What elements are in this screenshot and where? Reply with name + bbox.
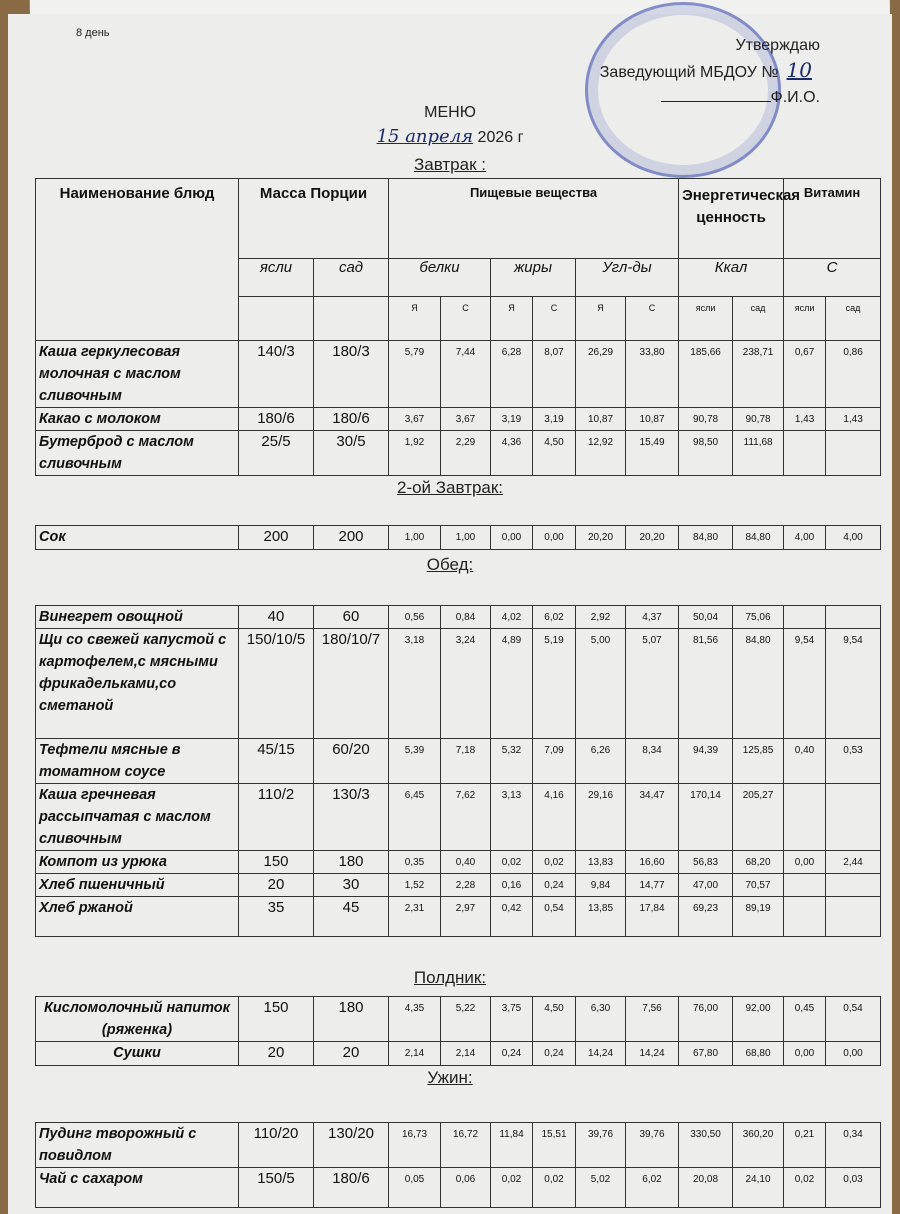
nutrient-value: 0,86 bbox=[826, 341, 881, 408]
subcol-s: С bbox=[626, 297, 679, 341]
nutrient-value: 10,87 bbox=[576, 408, 626, 431]
nutrient-value: 98,50 bbox=[679, 431, 733, 476]
nutrient-value: 5,19 bbox=[533, 629, 576, 739]
mass-nursery: 35 bbox=[239, 897, 314, 937]
mass-nursery: 150/5 bbox=[239, 1168, 314, 1208]
nutrient-value: 9,54 bbox=[784, 629, 826, 739]
dish-name: Винегрет овощной bbox=[36, 606, 239, 629]
dish-row bbox=[36, 997, 881, 1042]
nutrient-value: 20,20 bbox=[626, 526, 679, 550]
nutrient-value: 7,09 bbox=[533, 739, 576, 784]
nutrient-value: 94,39 bbox=[679, 739, 733, 784]
col-garden: сад bbox=[314, 259, 389, 297]
col-vitamin: Витамин bbox=[784, 179, 881, 259]
subcol-ya: Я bbox=[389, 297, 441, 341]
nutrient-value: 0,02 bbox=[533, 851, 576, 874]
mass-nursery: 150 bbox=[239, 997, 314, 1042]
nutrient-value: 20,20 bbox=[576, 526, 626, 550]
nutrient-value: 6,30 bbox=[576, 997, 626, 1042]
nutrient-value: 13,85 bbox=[576, 897, 626, 937]
nutrient-value: 0,02 bbox=[491, 1168, 533, 1208]
nutrient-value: 1,43 bbox=[826, 408, 881, 431]
mass-nursery: 40 bbox=[239, 606, 314, 629]
nutrient-value: 4,00 bbox=[826, 526, 881, 550]
nutrient-value: 0,42 bbox=[491, 897, 533, 937]
nutrient-value: 6,26 bbox=[576, 739, 626, 784]
mass-nursery: 140/3 bbox=[239, 341, 314, 408]
nutrient-value: 3,18 bbox=[389, 629, 441, 739]
dish-row bbox=[36, 1042, 881, 1066]
nutrient-value: 2,14 bbox=[389, 1042, 441, 1066]
nutrient-value bbox=[784, 874, 826, 897]
nutrient-value: 4,36 bbox=[491, 431, 533, 476]
nutrient-value: 4,35 bbox=[389, 997, 441, 1042]
mass-garden: 30/5 bbox=[314, 431, 389, 476]
nutrient-value: 92,00 bbox=[733, 997, 784, 1042]
nutrient-value: 2,14 bbox=[441, 1042, 491, 1066]
dish-row bbox=[36, 739, 881, 784]
nutrient-value: 34,47 bbox=[626, 784, 679, 851]
nutrient-value: 205,27 bbox=[733, 784, 784, 851]
col-fats: жиры bbox=[491, 259, 576, 297]
nutrient-value: 0,24 bbox=[491, 1042, 533, 1066]
nutrient-value: 4,50 bbox=[533, 431, 576, 476]
mass-garden: 180 bbox=[314, 997, 389, 1042]
nutrient-value: 0,24 bbox=[533, 874, 576, 897]
nutrient-value: 0,00 bbox=[491, 526, 533, 550]
dish-row bbox=[36, 1168, 881, 1208]
nutrient-value: 3,19 bbox=[533, 408, 576, 431]
nutrient-value: 3,13 bbox=[491, 784, 533, 851]
nutrient-value: 17,84 bbox=[626, 897, 679, 937]
mass-garden: 60/20 bbox=[314, 739, 389, 784]
subcol-garden_s: сад bbox=[733, 297, 784, 341]
nutrient-value bbox=[784, 606, 826, 629]
nutrient-value: 68,80 bbox=[733, 1042, 784, 1066]
dish-name: Сок bbox=[36, 526, 239, 550]
nutrient-value: 0,40 bbox=[441, 851, 491, 874]
nutrient-value: 56,83 bbox=[679, 851, 733, 874]
nutrient-value: 4,50 bbox=[533, 997, 576, 1042]
nutrient-value: 68,20 bbox=[733, 851, 784, 874]
nutrient-value: 5,07 bbox=[626, 629, 679, 739]
nutrient-value: 10,87 bbox=[626, 408, 679, 431]
mass-garden: 180/6 bbox=[314, 1168, 389, 1208]
nutrient-value: 0,21 bbox=[784, 1123, 826, 1168]
nutrient-value: 6,28 bbox=[491, 341, 533, 408]
nutrient-value: 1,43 bbox=[784, 408, 826, 431]
dish-name: Тефтели мясные в томатном соусе bbox=[36, 739, 239, 784]
subcol-ya: Я bbox=[576, 297, 626, 341]
nutrient-value: 5,00 bbox=[576, 629, 626, 739]
nutrient-value: 0,56 bbox=[389, 606, 441, 629]
nutrient-value: 2,97 bbox=[441, 897, 491, 937]
nutrient-value: 0,06 bbox=[441, 1168, 491, 1208]
nutrient-value: 0,02 bbox=[784, 1168, 826, 1208]
date-year: 2026 г bbox=[477, 129, 524, 146]
dish-name: Каша геркулесовая молочная с маслом сливочным bbox=[36, 341, 239, 408]
mass-garden: 30 bbox=[314, 874, 389, 897]
menu-date bbox=[0, 126, 900, 147]
approve-label: Утверждаю bbox=[735, 37, 820, 54]
school-number: 10 bbox=[786, 58, 812, 82]
nutrient-value bbox=[826, 897, 881, 937]
nutrient-value: 90,78 bbox=[733, 408, 784, 431]
mass-nursery: 110/2 bbox=[239, 784, 314, 851]
subcol-s: С bbox=[533, 297, 576, 341]
nutrient-value: 12,92 bbox=[576, 431, 626, 476]
nutrient-value: 9,54 bbox=[826, 629, 881, 739]
nutrient-value: 76,00 bbox=[679, 997, 733, 1042]
mass-garden: 180/3 bbox=[314, 341, 389, 408]
nutrient-value: 67,80 bbox=[679, 1042, 733, 1066]
nutrient-value: 29,16 bbox=[576, 784, 626, 851]
nutrient-value: 0,45 bbox=[784, 997, 826, 1042]
nutrient-value: 89,19 bbox=[733, 897, 784, 937]
dish-name: Каша гречневая рассыпчатая с маслом сливочным bbox=[36, 784, 239, 851]
subcol-garden_s: сад bbox=[826, 297, 881, 341]
mass-garden: 60 bbox=[314, 606, 389, 629]
dish-row bbox=[36, 874, 881, 897]
dish-name: Кисломолочный напиток (ряженка) bbox=[36, 997, 239, 1042]
nutrient-value: 0,02 bbox=[491, 851, 533, 874]
nutrient-value: 14,77 bbox=[626, 874, 679, 897]
dish-name: Хлеб ржаной bbox=[36, 897, 239, 937]
nutrient-value: 6,02 bbox=[533, 606, 576, 629]
nutrient-value: 0,34 bbox=[826, 1123, 881, 1168]
nutrient-value: 16,60 bbox=[626, 851, 679, 874]
nutrient-value: 4,37 bbox=[626, 606, 679, 629]
mass-nursery: 200 bbox=[239, 526, 314, 550]
nutrient-value: 111,68 bbox=[733, 431, 784, 476]
nutrient-value: 81,56 bbox=[679, 629, 733, 739]
mass-nursery: 45/15 bbox=[239, 739, 314, 784]
nutrient-value: 1,00 bbox=[389, 526, 441, 550]
dish-row bbox=[36, 341, 881, 408]
nutrient-value: 15,49 bbox=[626, 431, 679, 476]
meal-table bbox=[35, 996, 881, 1066]
nutrient-value: 4,89 bbox=[491, 629, 533, 739]
nutrient-value: 13,83 bbox=[576, 851, 626, 874]
nutrient-value: 0,67 bbox=[784, 341, 826, 408]
nutrient-value: 0,40 bbox=[784, 739, 826, 784]
dish-row bbox=[36, 784, 881, 851]
approval-block bbox=[600, 33, 820, 110]
col-dish: Наименование блюд bbox=[36, 179, 239, 341]
subcol-ya: Я bbox=[491, 297, 533, 341]
nutrient-value: 7,56 bbox=[626, 997, 679, 1042]
header-row bbox=[36, 179, 881, 259]
nutrient-value: 69,23 bbox=[679, 897, 733, 937]
nutrient-value: 0,54 bbox=[826, 997, 881, 1042]
nutrient-value: 0,84 bbox=[441, 606, 491, 629]
meal-title: Полдник: bbox=[413, 968, 487, 987]
nutrient-value: 84,80 bbox=[733, 629, 784, 739]
nutrient-value: 3,67 bbox=[389, 408, 441, 431]
dish-name: Бутерброд с маслом сливочным bbox=[36, 431, 239, 476]
dish-row bbox=[36, 897, 881, 937]
nutrient-value: 84,80 bbox=[679, 526, 733, 550]
nutrient-value: 8,07 bbox=[533, 341, 576, 408]
nutrient-value: 0,00 bbox=[533, 526, 576, 550]
nutrient-value: 14,24 bbox=[626, 1042, 679, 1066]
nutrient-value: 4,00 bbox=[784, 526, 826, 550]
meal-table bbox=[35, 525, 881, 550]
nutrient-value: 3,75 bbox=[491, 997, 533, 1042]
nutrient-value: 0,05 bbox=[389, 1168, 441, 1208]
mass-nursery: 180/6 bbox=[239, 408, 314, 431]
dish-name: Сушки bbox=[36, 1042, 239, 1066]
nutrient-value: 0,03 bbox=[826, 1168, 881, 1208]
nutrient-value: 6,45 bbox=[389, 784, 441, 851]
nutrient-value: 84,80 bbox=[733, 526, 784, 550]
nutrient-value: 16,73 bbox=[389, 1123, 441, 1168]
col-kcal: Ккал bbox=[679, 259, 784, 297]
nutrient-value bbox=[784, 431, 826, 476]
nutrient-value: 3,24 bbox=[441, 629, 491, 739]
dish-name: Щи со свежей капустой с картофелем,с мясными фрикадельками,со сметаной bbox=[36, 629, 239, 739]
nutrient-value: 7,18 bbox=[441, 739, 491, 784]
nutrient-value: 1,52 bbox=[389, 874, 441, 897]
meal-table bbox=[35, 1122, 881, 1208]
nutrient-value: 0,02 bbox=[533, 1168, 576, 1208]
nutrient-value: 39,76 bbox=[576, 1123, 626, 1168]
col-vit-c: С bbox=[784, 259, 881, 297]
dish-name: Какао с молоком bbox=[36, 408, 239, 431]
nutrient-value: 15,51 bbox=[533, 1123, 576, 1168]
nutrient-value: 2,29 bbox=[441, 431, 491, 476]
meal-table bbox=[35, 605, 881, 937]
mass-garden: 180/10/7 bbox=[314, 629, 389, 739]
mass-garden: 180 bbox=[314, 851, 389, 874]
nutrient-value: 0,54 bbox=[533, 897, 576, 937]
nutrient-value: 5,32 bbox=[491, 739, 533, 784]
nutrient-value bbox=[826, 874, 881, 897]
nutrient-value: 16,72 bbox=[441, 1123, 491, 1168]
nutrient-value: 5,39 bbox=[389, 739, 441, 784]
dish-name: Компот из урюка bbox=[36, 851, 239, 874]
mass-garden: 200 bbox=[314, 526, 389, 550]
day-label: 8 день bbox=[76, 27, 110, 39]
nutrient-value: 50,04 bbox=[679, 606, 733, 629]
col-mass: Масса Порции bbox=[239, 179, 389, 259]
nutrient-value bbox=[826, 784, 881, 851]
nutrient-value: 70,57 bbox=[733, 874, 784, 897]
nutrient-value: 7,62 bbox=[441, 784, 491, 851]
nutrient-value: 5,79 bbox=[389, 341, 441, 408]
subcol-nursery_s: ясли bbox=[784, 297, 826, 341]
meal-title: Обед: bbox=[426, 555, 474, 574]
nutrient-value: 2,44 bbox=[826, 851, 881, 874]
dish-row bbox=[36, 526, 881, 550]
nutrient-value bbox=[826, 606, 881, 629]
dish-row bbox=[36, 606, 881, 629]
nutrient-value: 33,80 bbox=[626, 341, 679, 408]
nutrient-value: 75,06 bbox=[733, 606, 784, 629]
nutrient-value: 0,16 bbox=[491, 874, 533, 897]
nutrient-value: 0,00 bbox=[826, 1042, 881, 1066]
nutrient-value: 238,71 bbox=[733, 341, 784, 408]
nutrient-value: 5,22 bbox=[441, 997, 491, 1042]
nutrient-value: 2,28 bbox=[441, 874, 491, 897]
nutrient-value: 1,92 bbox=[389, 431, 441, 476]
dish-row bbox=[36, 431, 881, 476]
nutrient-value: 0,00 bbox=[784, 851, 826, 874]
nutrient-value bbox=[784, 897, 826, 937]
nutrient-value: 14,24 bbox=[576, 1042, 626, 1066]
nutrient-value: 185,66 bbox=[679, 341, 733, 408]
nutrient-value: 0,53 bbox=[826, 739, 881, 784]
nutrient-value: 90,78 bbox=[679, 408, 733, 431]
menu-title: МЕНЮ bbox=[424, 104, 476, 121]
nutrient-value: 9,84 bbox=[576, 874, 626, 897]
nutrient-value: 26,29 bbox=[576, 341, 626, 408]
dish-name: Пудинг творожный с повидлом bbox=[36, 1123, 239, 1168]
dish-row bbox=[36, 1123, 881, 1168]
mass-garden: 180/6 bbox=[314, 408, 389, 431]
nutrient-value: 6,02 bbox=[626, 1168, 679, 1208]
mass-nursery: 20 bbox=[239, 874, 314, 897]
mass-nursery: 150/10/5 bbox=[239, 629, 314, 739]
nutrient-value bbox=[784, 784, 826, 851]
nutrient-value: 20,08 bbox=[679, 1168, 733, 1208]
nutrient-value: 170,14 bbox=[679, 784, 733, 851]
subcol-s: С bbox=[441, 297, 491, 341]
nutrient-value: 0,24 bbox=[533, 1042, 576, 1066]
nutrient-value: 8,34 bbox=[626, 739, 679, 784]
nutrient-value: 2,31 bbox=[389, 897, 441, 937]
subcol-nursery_s: ясли bbox=[679, 297, 733, 341]
mass-garden: 130/20 bbox=[314, 1123, 389, 1168]
nutrient-value: 360,20 bbox=[733, 1123, 784, 1168]
nutrient-value: 47,00 bbox=[679, 874, 733, 897]
mass-nursery: 110/20 bbox=[239, 1123, 314, 1168]
nutrient-value: 0,35 bbox=[389, 851, 441, 874]
dish-name: Хлеб пшеничный bbox=[36, 874, 239, 897]
nutrient-value: 330,50 bbox=[679, 1123, 733, 1168]
dish-row bbox=[36, 629, 881, 739]
nutrient-value: 11,84 bbox=[491, 1123, 533, 1168]
nutrient-value: 1,00 bbox=[441, 526, 491, 550]
mass-garden: 130/3 bbox=[314, 784, 389, 851]
fio-label: Ф.И.О. bbox=[770, 89, 820, 106]
nutrient-value: 3,19 bbox=[491, 408, 533, 431]
col-energy: Энергетическая ценность bbox=[679, 179, 784, 259]
nutrient-value: 0,00 bbox=[784, 1042, 826, 1066]
col-proteins: белки bbox=[389, 259, 491, 297]
head-line: Заведующий МБДОУ № bbox=[599, 64, 779, 81]
meal-title: 2-ой Завтрак: bbox=[396, 478, 504, 497]
col-carbs: Угл-ды bbox=[576, 259, 679, 297]
meal-table bbox=[35, 178, 881, 476]
meal-title: Ужин: bbox=[427, 1068, 473, 1087]
nutrient-value: 4,02 bbox=[491, 606, 533, 629]
mass-garden: 45 bbox=[314, 897, 389, 937]
dish-row bbox=[36, 851, 881, 874]
nutrient-value: 39,76 bbox=[626, 1123, 679, 1168]
mass-nursery: 25/5 bbox=[239, 431, 314, 476]
mass-nursery: 150 bbox=[239, 851, 314, 874]
dish-name: Чай с сахаром bbox=[36, 1168, 239, 1208]
mass-nursery: 20 bbox=[239, 1042, 314, 1066]
nutrient-value: 7,44 bbox=[441, 341, 491, 408]
col-nursery: ясли bbox=[239, 259, 314, 297]
nutrient-value: 125,85 bbox=[733, 739, 784, 784]
nutrient-value: 3,67 bbox=[441, 408, 491, 431]
mass-garden: 20 bbox=[314, 1042, 389, 1066]
nutrient-value: 24,10 bbox=[733, 1168, 784, 1208]
nutrient-value: 4,16 bbox=[533, 784, 576, 851]
nutrient-value: 2,92 bbox=[576, 606, 626, 629]
dish-row bbox=[36, 408, 881, 431]
nutrient-value: 5,02 bbox=[576, 1168, 626, 1208]
nutrient-value bbox=[826, 431, 881, 476]
col-nutrients: Пищевые вещества bbox=[389, 179, 679, 259]
meal-title: Завтрак : bbox=[414, 155, 486, 174]
date-handwritten: 15 апреля bbox=[376, 126, 474, 147]
